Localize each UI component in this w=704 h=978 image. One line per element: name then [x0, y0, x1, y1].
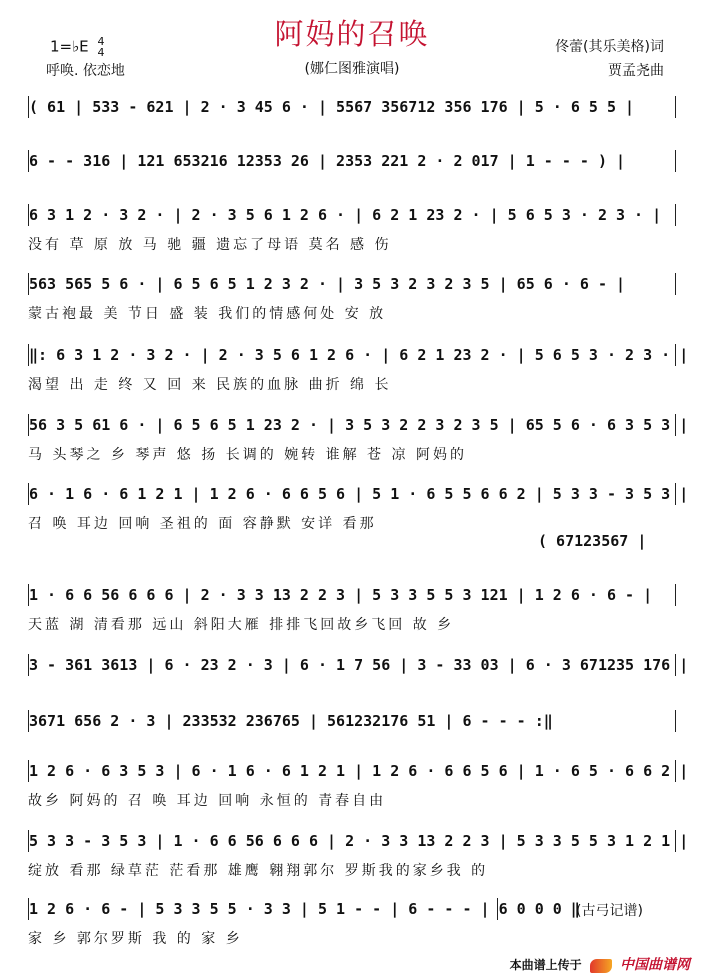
notation-line: 56 3 5 61 6 · | 6 5 6 5 1 23 2 · | 3 5 3 2 2 3 2 3 5 | 65 5 6 · 6 3 5 3 | [29, 416, 689, 434]
notation-line: 1 · 6 6 56 6 6 6 | 2 · 3 3 13 2 2 3 | 5 3 3 5 5 3 121 | 1 2 6 · 6 - | [28, 584, 676, 606]
notation-line: 1 2 6 · 6 - | 5 3 3 5 5 · 3 3 | 5 1 - - | 6 - - - | 6 0 0 0 ‖ [29, 900, 580, 918]
footer-credit [510, 954, 690, 974]
notation-line: ( 61 | 533 - 621 | 2 · 3 45 6 · | 5567 356712 356 176 | 5 · 6 5 5 | [28, 96, 676, 118]
notation-line: 6 · 1 6 · 6 1 2 1 | 1 2 6 · 6 6 5 6 | 5 1 · 6 5 5 6 6 2 | 5 3 3 - 3 5 3 | [29, 485, 689, 503]
footer-site-link[interactable]: 中国曲谱网 [620, 957, 690, 973]
expression-mark: 呼唤. 依恋地 [46, 63, 125, 79]
lyric-line: 没有 草 原 放 马 驰 疆 遗忘了母语 莫名 感 伤 [28, 237, 392, 253]
footer-prefix: 本曲谱上传于 [509, 958, 582, 972]
lyric-line: 天蓝 湖 清看那 远山 斜阳大雁 排排飞回故乡飞回 故 乡 [28, 617, 455, 633]
notation-line: 1 2 6 · 6 3 5 3 | 6 · 1 6 · 6 1 2 1 | 1 2 6 · 6 6 5 6 | 1 · 6 5 · 6 6 2 | [29, 762, 689, 780]
key-text: 1=♭E [50, 37, 89, 56]
notation-line: 3671 656 2 · 3 | 233532 236765 | 561232176 51 | 6 - - - :‖ [28, 710, 676, 732]
lyric-line: 马 头琴之 乡 琴声 悠 扬 长调的 婉转 谁解 苍 凉 阿妈的 [28, 447, 467, 463]
lyric-line: 绽放 看那 绿草茫 茫看那 雄鹰 翱翔郭尔 罗斯我的家乡我 的 [28, 863, 489, 879]
time-top: 4 [97, 35, 105, 48]
notation-line: 563 565 5 6 · | 6 5 6 5 1 2 3 2 · | 3 5 3 2 3 2 3 5 | 65 6 · 6 - | [28, 273, 676, 295]
lyricist-credit: 佟蕾(其乐美格)词 [555, 39, 664, 55]
notation-line: 3 - 361 3613 | 6 · 23 2 · 3 | 6 · 1 7 56 | 3 - 33 03 | 6 · 3 671235 176 | [29, 656, 689, 674]
song-title: 阿妈的召唤 [274, 17, 430, 51]
lyric-line: 蒙古袍最 美 节日 盛 装 我们的情感何处 安 放 [28, 306, 387, 322]
performer-subtitle: (娜仁图雅演唱) [304, 61, 400, 77]
transcriber-note: (古弓记谱) [576, 903, 643, 919]
interlude-extra: ( 67123567 | [538, 532, 647, 550]
notation-line: 6 - - 316 | 121 653216 12353 26 | 2353 221 2 · 2 017 | 1 - - - ) | [28, 150, 676, 172]
time-bottom: 4 [97, 46, 105, 59]
notation-line: ‖: 6 3 1 2 · 3 2 · | 2 · 3 5 6 1 2 6 · | 6 2 1 23 2 · | 5 6 5 3 · 2 3 · | [29, 346, 689, 364]
composer-credit: 贾孟尧曲 [608, 63, 664, 79]
lyric-line: 故乡 阿妈的 召 唤 耳边 回响 永恒的 青春自由 [28, 793, 387, 809]
notation-line: 6 3 1 2 · 3 2 · | 2 · 3 5 6 1 2 6 · | 6 2 1 23 2 · | 5 6 5 3 · 2 3 · | [28, 204, 676, 226]
lyric-line: 渴望 出 走 终 又 回 来 民族的血脉 曲折 绵 长 [28, 377, 392, 393]
lyric-line: 家 乡 郭尔罗斯 我 的 家 乡 [28, 931, 243, 947]
lyric-line: 召 唤 耳边 回响 圣祖的 面 容静默 安详 看那 [28, 516, 377, 532]
notation-line: 5 3 3 - 3 5 3 | 1 · 6 6 56 6 6 6 | 2 · 3 3 13 2 2 3 | 5 3 3 5 5 3 1 2 1 | [29, 832, 689, 850]
site-logo-icon [590, 959, 612, 973]
